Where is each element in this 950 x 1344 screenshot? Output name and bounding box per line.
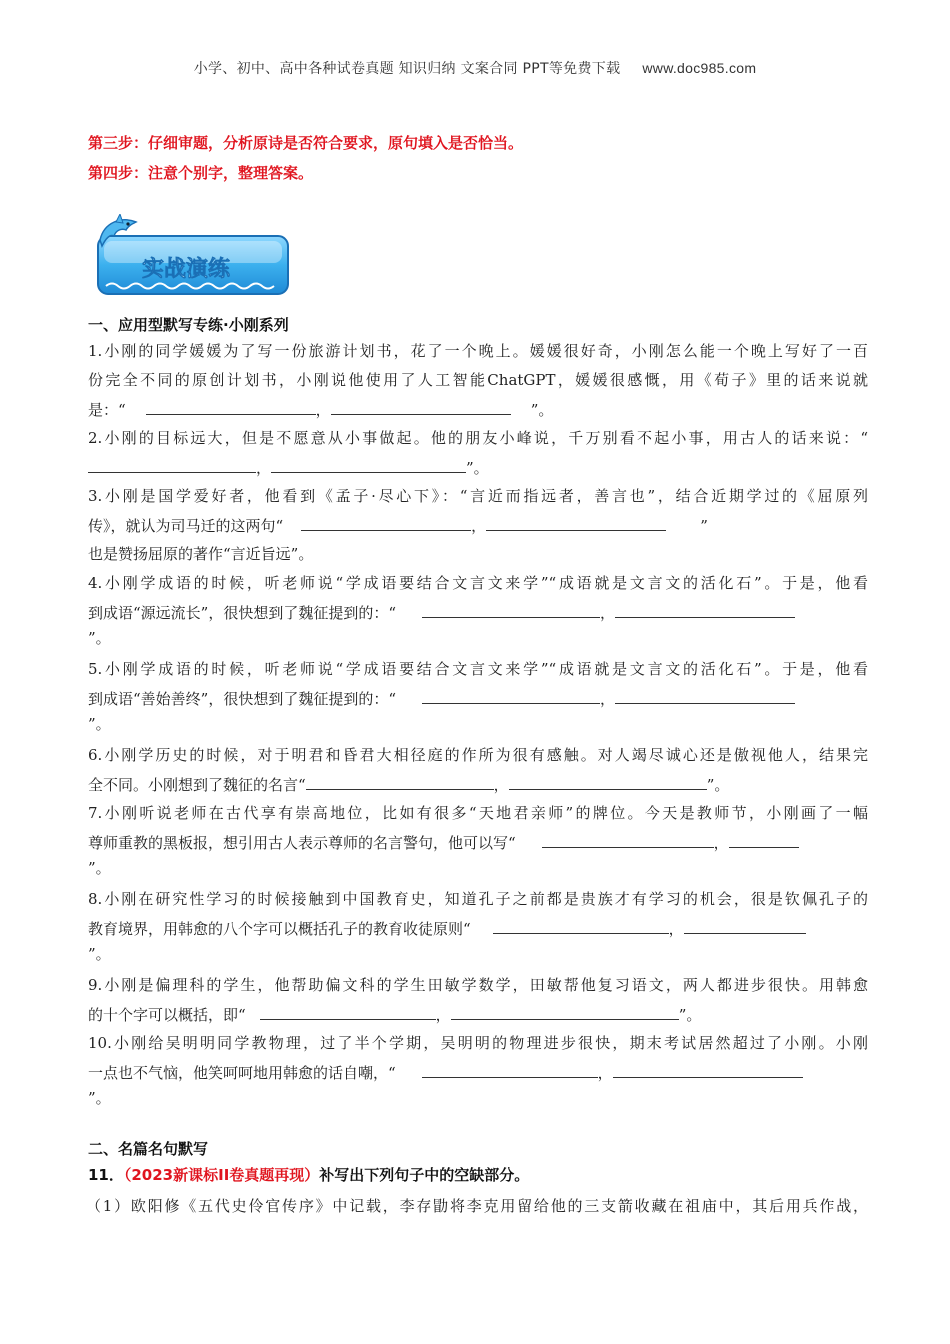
answer-blank[interactable] [729, 831, 799, 848]
q11-source: （2023新课标II卷真题再现） [123, 1166, 320, 1184]
q8-line2: 教育境界，用韩愈的八个字可以概括孔子的教育收徒原则“ ， [88, 917, 868, 946]
q5-line1: 5.小刚学成语的时候，听老师说“学成语要结合文言文来学”“成语就是文言文的活化石”。于是，他看 [88, 660, 868, 678]
header-site[interactable]: www.doc985.com [642, 60, 757, 76]
q4-line3: ”。 [88, 629, 111, 647]
section-two-title: 二、名篇名句默写 [88, 1140, 209, 1158]
q7-line3: ”。 [88, 859, 111, 877]
q10-line2: 一点也不气恼，他笑呵呵地用韩愈的话自嘲，“ ， [88, 1061, 868, 1090]
answer-blank[interactable] [146, 398, 316, 415]
q7-line1: 7.小刚听说老师在古代享有崇高地位，比如有很多“天地君亲师”的牌位。今天是教师节，小刚画了一幅 [88, 804, 868, 822]
answer-blank[interactable] [88, 456, 256, 473]
answer-blank[interactable] [260, 1003, 436, 1020]
q2-line2: ， ”。 [88, 456, 868, 485]
answer-blank[interactable] [451, 1003, 679, 1020]
q7-line2: 尊师重教的黑板报，想引用古人表示尊师的名言警句，他可以写“ ， [88, 831, 868, 860]
q6-line2: 全不同。小刚想到了魏征的名言“ ， ”。 [88, 773, 868, 802]
answer-blank[interactable] [271, 456, 466, 473]
q10-line3: ”。 [88, 1089, 111, 1107]
answer-blank[interactable] [493, 917, 669, 934]
q9-line2: 的十个字可以概括，即“ ， ”。 [88, 1003, 868, 1032]
q3-line3: 也是赞扬屈原的著作“言近旨远”。 [88, 545, 314, 563]
q4-line2: 到成语“源远流长”，很快想到了魏征提到的：“ ， [88, 601, 868, 630]
q3-line2: 传》，就认为司马迁的这两句“ ， ” [88, 514, 868, 543]
answer-blank[interactable] [331, 398, 511, 415]
header-text: 小学、初中、高中各种试卷真题 知识归纳 文案合同 PPT等免费下载 [193, 61, 621, 77]
answer-blank[interactable] [684, 917, 806, 934]
step-three: 第三步：仔细审题，分析原诗是否符合要求，原句填入是否恰当。 [88, 134, 524, 152]
answer-blank[interactable] [613, 1061, 803, 1078]
q11-heading: 11．（2023新课标II卷真题再现）补写出下列句子中的空缺部分。 [88, 1166, 530, 1184]
q8-line3: ”。 [88, 945, 111, 963]
q1-line1: 1.小刚的同学媛媛为了写一份旅游计划书，花了一个晚上。媛媛很好奇，小刚怎么能一个晚上写好了一百 [88, 342, 868, 360]
answer-blank[interactable] [542, 831, 714, 848]
q8-line1: 8.小刚在研究性学习的时候接触到中国教育史，知道孔子之前都是贵族才有学习的机会，很是钦佩孔子的 [88, 890, 868, 908]
q9-line1: 9.小刚是偏理科的学生，他帮助偏文科的学生田敏学数学，田敏帮他复习语文，两人都进步很快。用韩愈 [88, 976, 868, 994]
answer-blank[interactable] [306, 773, 494, 790]
q3-line1: 3.小刚是国学爱好者，他看到《孟子·尽心下》：“言近而指远者，善言也”，结合近期学过的《屈原列 [88, 487, 868, 505]
answer-blank[interactable] [422, 1061, 598, 1078]
answer-blank[interactable] [615, 687, 795, 704]
answer-blank[interactable] [301, 514, 471, 531]
practice-banner [92, 214, 292, 300]
step-four: 第四步：注意个别字，整理答案。 [88, 164, 314, 182]
answer-blank[interactable] [509, 773, 707, 790]
answer-blank[interactable] [422, 601, 600, 618]
answer-blank[interactable] [422, 687, 600, 704]
q6-line1: 6.小刚学历史的时候，对于明君和昏君大相径庭的作所为很有感触。对人竭尽诚心还是傲视他人，结果完 [88, 746, 868, 764]
q1-line2: 份完全不同的原创计划书，小刚说他使用了人工智能ChatGPT，媛媛很感慨，用《荀子》里的话来说就 [88, 371, 868, 389]
q5-line2: 到成语“善始善终”，很快想到了魏征提到的：“ ， [88, 687, 868, 716]
page-header [0, 58, 950, 78]
q5-line3: ”。 [88, 715, 111, 733]
q2-line1: 2.小刚的目标远大，但是不愿意从小事做起。他的朋友小峰说，千万别看不起小事，用古人的话来说：“ [88, 429, 868, 447]
q10-line1: 10.小刚给吴明明同学教物理，过了半个学期，吴明明的物理进步很快，期末考试居然超过了小刚。小刚 [88, 1034, 868, 1052]
answer-blank[interactable] [486, 514, 666, 531]
q11-1-line1: （1）欧阳修《五代史伶官传序》中记载，李存勖将李克用留给他的三支箭收藏在祖庙中，其后用兵作战， [86, 1197, 868, 1215]
q1-line3: 是：“ ， ”。 [88, 398, 868, 427]
banner-label: 实战演练 [142, 257, 231, 282]
section-one-title: 一、应用型默写专练·小刚系列 [88, 316, 289, 334]
answer-blank[interactable] [615, 601, 795, 618]
q4-line1: 4.小刚学成语的时候，听老师说“学成语要结合文言文来学”“成语就是文言文的活化石”。于是，他看 [88, 574, 868, 592]
banner-graphic [92, 214, 292, 300]
